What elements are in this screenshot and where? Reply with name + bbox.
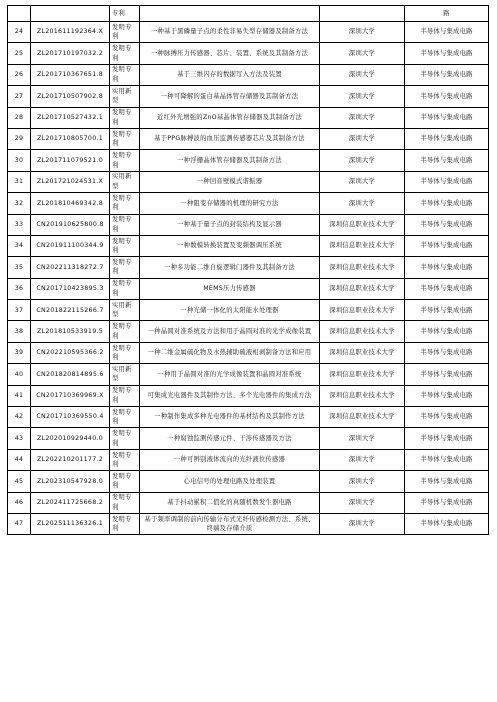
cell-patent-type: 实用新型 <box>110 171 140 192</box>
cell-title: 可集成光电器件及其制作方法、多个光电器件的集成方法 <box>140 385 320 406</box>
cell-no: 39 <box>8 342 31 363</box>
cell-field: 半导体与集成电路 <box>405 407 489 428</box>
cell-no: 28 <box>8 107 31 128</box>
cell-title: 基于三维闪存的数据写入方法及装置 <box>140 64 320 85</box>
cell-field: 半导体与集成电路 <box>405 342 489 363</box>
cell-patent-number: ZL201721024531.X <box>31 171 110 192</box>
cell-title: 一种用于晶圆对准的光学成像装置和晶圆对准系统 <box>140 364 320 385</box>
cell-no: 37 <box>8 300 31 321</box>
table-row <box>8 300 489 321</box>
cell-patent-number: ZL201711079521.0 <box>31 150 110 171</box>
cell-patent-type: 发明专利 <box>110 193 140 214</box>
cell-no: 25 <box>8 43 31 64</box>
cell-title: 一种脉搏压力传感器、芯片、装置、系统及其制备方法 <box>140 43 320 64</box>
cell-no: 42 <box>8 407 31 428</box>
cell-patent-type: 发明专利 <box>110 385 140 406</box>
cell-field: 半导体与集成电路 <box>405 86 489 107</box>
cell-patent-type: 发明专利 <box>110 107 140 128</box>
cell-patent-type: 发明专利 <box>110 22 140 43</box>
cell-patent-number: CN201820814895.6 <box>31 364 110 385</box>
cell-owner: 深圳大学 <box>320 22 405 43</box>
cell-patent-type: 发明专利 <box>110 278 140 299</box>
cell-title: 一种基于量子点的封装结构及显示器 <box>140 214 320 235</box>
cell-patent-number <box>31 6 110 22</box>
table-row <box>8 385 489 406</box>
cell-owner: 深圳大学 <box>320 150 405 171</box>
cell-no: 34 <box>8 235 31 256</box>
cell-patent-type: 发明专利 <box>110 43 140 64</box>
cell-patent-number: CN201911100344.9 <box>31 235 110 256</box>
cell-patent-number: ZL201710805700.1 <box>31 128 110 149</box>
cell-patent-number: CN201710423895.3 <box>31 278 110 299</box>
cell-patent-type: 发明专利 <box>110 214 140 235</box>
cell-field: 半导体与集成电路 <box>405 385 489 406</box>
cell-patent-number: CN201710369969.X <box>31 385 110 406</box>
cell-field: 半导体与集成电路 <box>405 278 489 299</box>
cell-field: 路 <box>405 6 489 22</box>
cell-no: 41 <box>8 385 31 406</box>
table-row <box>8 22 489 43</box>
cell-owner: 深圳大学 <box>320 107 405 128</box>
cell-title: MEMS压力传感器 <box>140 278 320 299</box>
cell-owner: 深圳信息职业技术大学 <box>320 385 405 406</box>
cell-patent-number: ZL202411725668.2 <box>31 492 110 513</box>
cell-owner: 深圳大学 <box>320 64 405 85</box>
cell-owner: 深圳信息职业技术大学 <box>320 407 405 428</box>
cell-patent-type: 发明专利 <box>110 235 140 256</box>
cell-title: 一种腐蚀监测传感元件、干涉传感器及方法 <box>140 428 320 449</box>
table-row <box>8 364 489 385</box>
cell-title: 一种可降解的蛋白基晶体管存储器及其制备方法 <box>140 86 320 107</box>
cell-field: 半导体与集成电路 <box>405 150 489 171</box>
cell-owner: 深圳信息职业技术大学 <box>320 257 405 278</box>
cell-patent-number: ZL201611192364.X <box>31 22 110 43</box>
table-row <box>8 492 489 513</box>
cell-no: 29 <box>8 128 31 149</box>
cell-field: 半导体与集成电路 <box>405 107 489 128</box>
cell-field: 半导体与集成电路 <box>405 64 489 85</box>
patent-table <box>7 5 489 535</box>
cell-field: 半导体与集成电路 <box>405 193 489 214</box>
cell-owner: 深圳大学 <box>320 428 405 449</box>
cell-no: 33 <box>8 214 31 235</box>
cell-title: 基于频率调制的前向传输分布式光纤传感检测方法、系统、终端及存储介质 <box>140 513 320 534</box>
cell-field: 半导体与集成电路 <box>405 513 489 534</box>
cell-patent-number: CN201710369550.4 <box>31 407 110 428</box>
table-row <box>8 171 489 192</box>
table-row-continued <box>8 6 489 22</box>
cell-field: 半导体与集成电路 <box>405 492 489 513</box>
cell-owner: 深圳大学 <box>320 449 405 470</box>
cell-owner: 深圳信息职业技术大学 <box>320 214 405 235</box>
cell-patent-number: ZL201710527432.1 <box>31 107 110 128</box>
cell-patent-number: CN201910625800.8 <box>31 214 110 235</box>
cell-field: 半导体与集成电路 <box>405 364 489 385</box>
cell-no <box>8 6 31 22</box>
cell-owner: 深圳大学 <box>320 43 405 64</box>
cell-title <box>140 6 320 22</box>
table-row <box>8 107 489 128</box>
table-row <box>8 407 489 428</box>
cell-no: 30 <box>8 150 31 171</box>
cell-patent-type: 发明专利 <box>110 471 140 492</box>
cell-owner: 深圳信息职业技术大学 <box>320 278 405 299</box>
table-row <box>8 64 489 85</box>
cell-patent-number: ZL201810533919.5 <box>31 321 110 342</box>
cell-no: 47 <box>8 513 31 534</box>
table-row <box>8 193 489 214</box>
table-row <box>8 86 489 107</box>
cell-title: 一种晶圆对准系统及方法和用于晶圆对准的光学成像装置 <box>140 321 320 342</box>
table-row <box>8 278 489 299</box>
cell-no: 35 <box>8 257 31 278</box>
cell-title: 一种二维金属硫化物及水热辅助硫液相剥制备方法和应用 <box>140 342 320 363</box>
cell-no: 36 <box>8 278 31 299</box>
cell-patent-type: 发明专利 <box>110 513 140 534</box>
table-row <box>8 321 489 342</box>
cell-no: 43 <box>8 428 31 449</box>
cell-title: 一种可辨别液体流向的光纤液位传感器 <box>140 449 320 470</box>
cell-field: 半导体与集成电路 <box>405 22 489 43</box>
cell-owner: 深圳信息职业技术大学 <box>320 235 405 256</box>
cell-field: 半导体与集成电路 <box>405 214 489 235</box>
cell-field: 半导体与集成电路 <box>405 471 489 492</box>
cell-field: 半导体与集成电路 <box>405 449 489 470</box>
cell-field: 半导体与集成电路 <box>405 128 489 149</box>
cell-no: 26 <box>8 64 31 85</box>
cell-owner: 深圳大学 <box>320 513 405 534</box>
cell-no: 32 <box>8 193 31 214</box>
table-row <box>8 128 489 149</box>
cell-patent-number: ZL202010929440.0 <box>31 428 110 449</box>
cell-title: 一种制作集成多种光电器件的基材结构及其制作方法 <box>140 407 320 428</box>
cell-patent-number: ZL202310547928.0 <box>31 471 110 492</box>
cell-title: 基于PPG脉搏波的血压监测传感器芯片及其制备方法 <box>140 128 320 149</box>
cell-no: 44 <box>8 449 31 470</box>
cell-patent-number: ZL202210201177.2 <box>31 449 110 470</box>
cell-patent-number: ZL201710197032.2 <box>31 43 110 64</box>
cell-field: 半导体与集成电路 <box>405 235 489 256</box>
cell-owner: 深圳大学 <box>320 171 405 192</box>
cell-no: 45 <box>8 471 31 492</box>
cell-patent-type: 实用新型 <box>110 364 140 385</box>
cell-owner: 深圳大学 <box>320 128 405 149</box>
table-row <box>8 513 489 534</box>
cell-title: 近红外光增强的ZnO基晶体管存储器及其制备方法 <box>140 107 320 128</box>
table-row <box>8 428 489 449</box>
table-row <box>8 43 489 64</box>
cell-patent-number: CN202211318272.7 <box>31 257 110 278</box>
cell-patent-number: ZL202511136326.1 <box>31 513 110 534</box>
cell-patent-type: 发明专利 <box>110 342 140 363</box>
cell-title: 心电信号的处理电路及处理装置 <box>140 471 320 492</box>
cell-patent-number: CN201822115266.7 <box>31 300 110 321</box>
cell-no: 40 <box>8 364 31 385</box>
cell-patent-number: ZL201710507902.8 <box>31 86 110 107</box>
cell-title: 一种数模转换装置及变频器调压系统 <box>140 235 320 256</box>
cell-owner: 深圳信息职业技术大学 <box>320 364 405 385</box>
cell-title: 一种多功能二维自旋逻辑门器件及其制备方法 <box>140 257 320 278</box>
cell-title: 一种回音壁模式谐振器 <box>140 171 320 192</box>
cell-field: 半导体与集成电路 <box>405 300 489 321</box>
cell-patent-number: ZL201710367651.8 <box>31 64 110 85</box>
cell-field: 半导体与集成电路 <box>405 257 489 278</box>
cell-no: 24 <box>8 22 31 43</box>
cell-patent-number: ZL201810469342.8 <box>31 193 110 214</box>
cell-patent-type: 实用新型 <box>110 300 140 321</box>
cell-title: 一种阻变存储器的机理的研究方法 <box>140 193 320 214</box>
cell-owner: 深圳信息职业技术大学 <box>320 300 405 321</box>
cell-title: 一种浮栅晶体管存储器及其制备方法 <box>140 150 320 171</box>
cell-patent-type: 发明专利 <box>110 407 140 428</box>
cell-field: 半导体与集成电路 <box>405 171 489 192</box>
cell-patent-type: 发明专利 <box>110 257 140 278</box>
cell-patent-type: 专利 <box>110 6 140 22</box>
cell-title: 一种基于黑磷量子点的柔性非易失型存储器及制备方法 <box>140 22 320 43</box>
cell-patent-type: 发明专利 <box>110 321 140 342</box>
cell-patent-type: 发明专利 <box>110 128 140 149</box>
cell-field: 半导体与集成电路 <box>405 321 489 342</box>
cell-field: 半导体与集成电路 <box>405 43 489 64</box>
cell-no: 27 <box>8 86 31 107</box>
cell-patent-type: 发明专利 <box>110 428 140 449</box>
cell-title: 一种光储一体化的太阳能水处理器 <box>140 300 320 321</box>
table-row <box>8 471 489 492</box>
cell-patent-type: 发明专利 <box>110 64 140 85</box>
cell-owner <box>320 6 405 22</box>
cell-owner: 深圳信息职业技术大学 <box>320 321 405 342</box>
cell-patent-number: CN202210595366.2 <box>31 342 110 363</box>
cell-no: 46 <box>8 492 31 513</box>
cell-patent-type: 实用新型 <box>110 86 140 107</box>
cell-no: 38 <box>8 321 31 342</box>
cell-field: 半导体与集成电路 <box>405 428 489 449</box>
cell-patent-type: 发明专利 <box>110 449 140 470</box>
table-row <box>8 257 489 278</box>
cell-owner: 深圳大学 <box>320 86 405 107</box>
cell-owner: 深圳大学 <box>320 193 405 214</box>
table-row <box>8 150 489 171</box>
cell-owner: 深圳信息职业技术大学 <box>320 342 405 363</box>
table-row <box>8 214 489 235</box>
cell-no: 31 <box>8 171 31 192</box>
cell-owner: 深圳大学 <box>320 492 405 513</box>
cell-title: 基于抖动累积二值化的真随机数发生器电路 <box>140 492 320 513</box>
cell-patent-type: 发明专利 <box>110 150 140 171</box>
cell-patent-type: 发明专利 <box>110 492 140 513</box>
table-row <box>8 449 489 470</box>
table-row <box>8 235 489 256</box>
cell-owner: 深圳大学 <box>320 471 405 492</box>
table-row <box>8 342 489 363</box>
